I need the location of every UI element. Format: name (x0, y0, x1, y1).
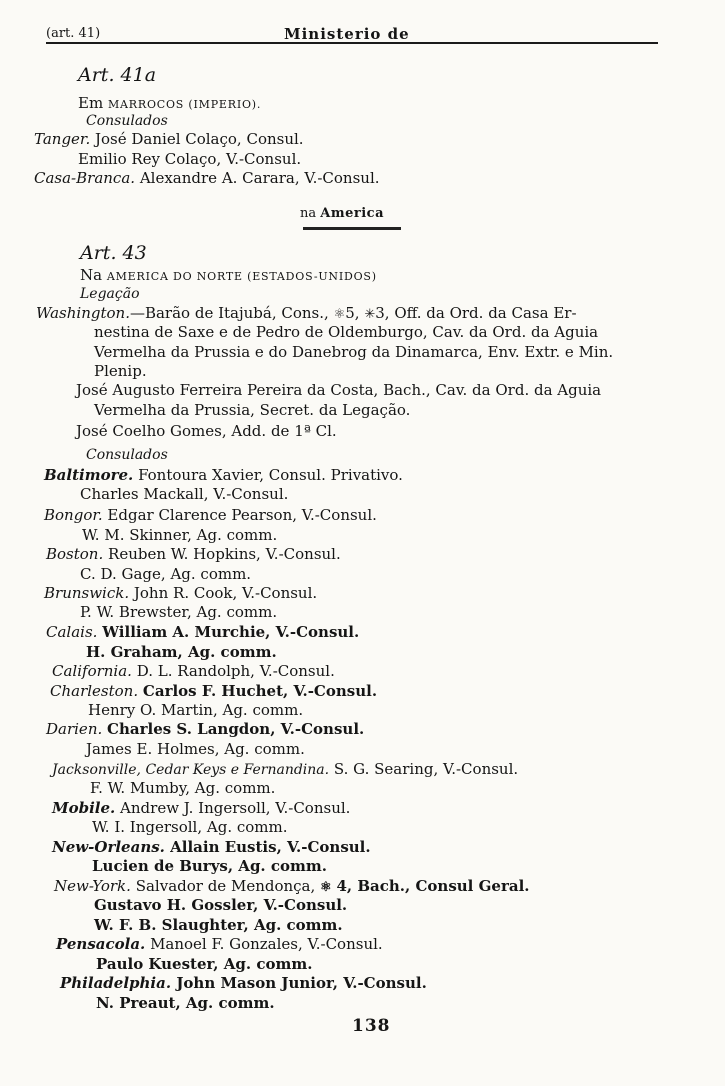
star-cross-icon: ✳ (364, 307, 376, 322)
place-name: Casa-Branca. (34, 169, 136, 187)
consulate-entry (56, 935, 383, 953)
section-rule (303, 227, 401, 230)
entry-text: S. G. Searing, V.-Consul. (333, 760, 519, 778)
place-name: Bongor. (44, 506, 103, 524)
legation-staff-line: José Coelho Gomes, Add. de 1ª Cl. (76, 422, 337, 440)
article-reference: (art. 41) (46, 26, 101, 41)
entry-text: Manoel F. Gonzales, V.-Consul. (150, 935, 383, 953)
consulate-entry: W. F. B. Slaughter, Ag. comm. (94, 916, 343, 934)
consulate-entry (44, 466, 403, 484)
place-name: Boston. (46, 545, 104, 563)
entry-continuation: Plenip. (94, 362, 147, 380)
section-prefix: na (300, 206, 317, 221)
entry-text: William A. Murchie, V.-Consul. (102, 623, 360, 641)
entry-continuation: nestina de Saxe e de Pedro de Oldemburgo, Cav. da Ord. da Aguia (94, 323, 599, 341)
washington-entry: Washington.—Barão de Itajubá, Cons., ⚛5, ✳3, Off. da Ord. da Casa Er- (36, 304, 577, 322)
legation-staff-line: José Augusto Ferreira Pereira da Costa, Bach., Cav. da Ord. da Aguia (76, 381, 602, 399)
place-name: Washington. (36, 304, 130, 322)
entry-text: 4, Bach., Consul Geral. (336, 877, 530, 895)
entry-text: José Daniel Colaço, Consul. (95, 130, 304, 148)
section-heading (300, 206, 384, 221)
consulate-entry: W. I. Ingersoll, Ag. comm. (92, 818, 288, 836)
order-insignia-icon: ⚛ (320, 880, 332, 895)
entry-text: Salvador de Mendonça, (135, 877, 316, 895)
place-name: Philadelphia. (60, 974, 172, 992)
page-title: Ministerio de (284, 25, 410, 43)
entry-continuation: Vermelha da Prussia e do Danebrog da Dinamarca, Env. Extr. e Min. (94, 343, 614, 361)
country-name: AMERICA DO NORTE (ESTADOS-UNIDOS) (106, 270, 377, 283)
entry-text: Fontoura Xavier, Consul. Privativo. (138, 466, 403, 484)
consulate-entry (50, 682, 377, 700)
entry-text: D. L. Randolph, V.-Consul. (136, 662, 335, 680)
article-heading: Art. 43 (80, 242, 147, 264)
consulate-entry (46, 623, 359, 641)
page-number: 138 (352, 1016, 391, 1036)
consulate-entry (52, 662, 335, 680)
country-line (78, 94, 261, 114)
consulate-entry (44, 506, 377, 524)
consulate-entry: W. M. Skinner, Ag. comm. (82, 526, 278, 544)
consulate-entry: P. W. Brewster, Ag. comm. (80, 603, 278, 621)
consulate-entry: Gustavo H. Gossler, V.-Consul. (94, 896, 348, 914)
consulate-entry: Charles Mackall, V.-Consul. (80, 485, 289, 503)
place-name: Calais. (46, 623, 98, 641)
place-name: New-York. (54, 877, 131, 895)
country-prefix: Em (78, 94, 104, 112)
country-name: MARROCOS (IMPERIO). (107, 98, 262, 111)
place-name: Mobile. (52, 799, 116, 817)
entry-text: Charles S. Langdon, V.-Consul. (107, 720, 365, 738)
entry-text: John R. Cook, V.-Consul. (133, 584, 318, 602)
entry-text: Reuben W. Hopkins, V.-Consul. (108, 545, 341, 563)
subheading-consulados: Consulados (86, 113, 168, 129)
consulate-entry (52, 799, 350, 817)
legation-staff-line: Vermelha da Prussia, Secret. da Legação. (94, 401, 411, 419)
consulate-entry (60, 974, 427, 992)
consulate-entry: Lucien de Burys, Ag. comm. (92, 857, 327, 875)
consulate-entry: James E. Holmes, Ag. comm. (86, 740, 305, 758)
place-name: Jacksonville, Cedar Keys e Fernandina. (52, 762, 330, 778)
order-insignia-icon: ⚛ (333, 307, 346, 322)
place-name: Pensacola. (56, 935, 146, 953)
place-name: Darien. (46, 720, 103, 738)
consulate-entry (44, 584, 317, 602)
consulate-entry (52, 760, 518, 779)
entry-line (34, 130, 304, 148)
entry-text: Edgar Clarence Pearson, V.-Consul. (107, 506, 377, 524)
consulate-entry: F. W. Mumby, Ag. comm. (90, 779, 276, 797)
consulate-entry: N. Preaut, Ag. comm. (96, 994, 275, 1012)
country-line (80, 266, 377, 286)
place-name: New-Orleans. (52, 838, 165, 856)
running-head (46, 26, 658, 44)
entry-line (34, 169, 380, 187)
entry-text: Allain Eustis, V.-Consul. (170, 838, 371, 856)
article-heading: Art. 41a (78, 64, 157, 86)
entry-text: Alexandre A. Carara, V.-Consul. (139, 169, 380, 187)
place-name: Charleston. (50, 682, 139, 700)
consulate-entry (52, 838, 371, 856)
consulate-entry: C. D. Gage, Ag. comm. (80, 565, 252, 583)
place-name: California. (52, 662, 132, 680)
consulate-entry: H. Graham, Ag. comm. (86, 643, 277, 661)
entry-text: John Mason Junior, V.-Consul. (176, 974, 427, 992)
consulate-entry (46, 545, 341, 563)
section-title: America (320, 206, 385, 221)
country-prefix: Na (80, 266, 103, 284)
consulate-entry (46, 720, 364, 738)
consulate-entry (54, 877, 530, 897)
entry-text: Andrew J. Ingersoll, V.-Consul. (120, 799, 351, 817)
place-name: Tanger. (34, 130, 91, 148)
consulates-heading: Consulados (86, 447, 168, 463)
legation-heading: Legação (80, 286, 140, 302)
consulate-entry: Paulo Kuester, Ag. comm. (96, 955, 313, 973)
place-name: Brunswick. (44, 584, 130, 602)
place-name: Baltimore. (44, 466, 134, 484)
entry-line: Emilio Rey Colaço, V.-Consul. (78, 150, 302, 168)
consulate-entry: Henry O. Martin, Ag. comm. (88, 701, 304, 719)
entry-text: Carlos F. Huchet, V.-Consul. (142, 682, 378, 700)
